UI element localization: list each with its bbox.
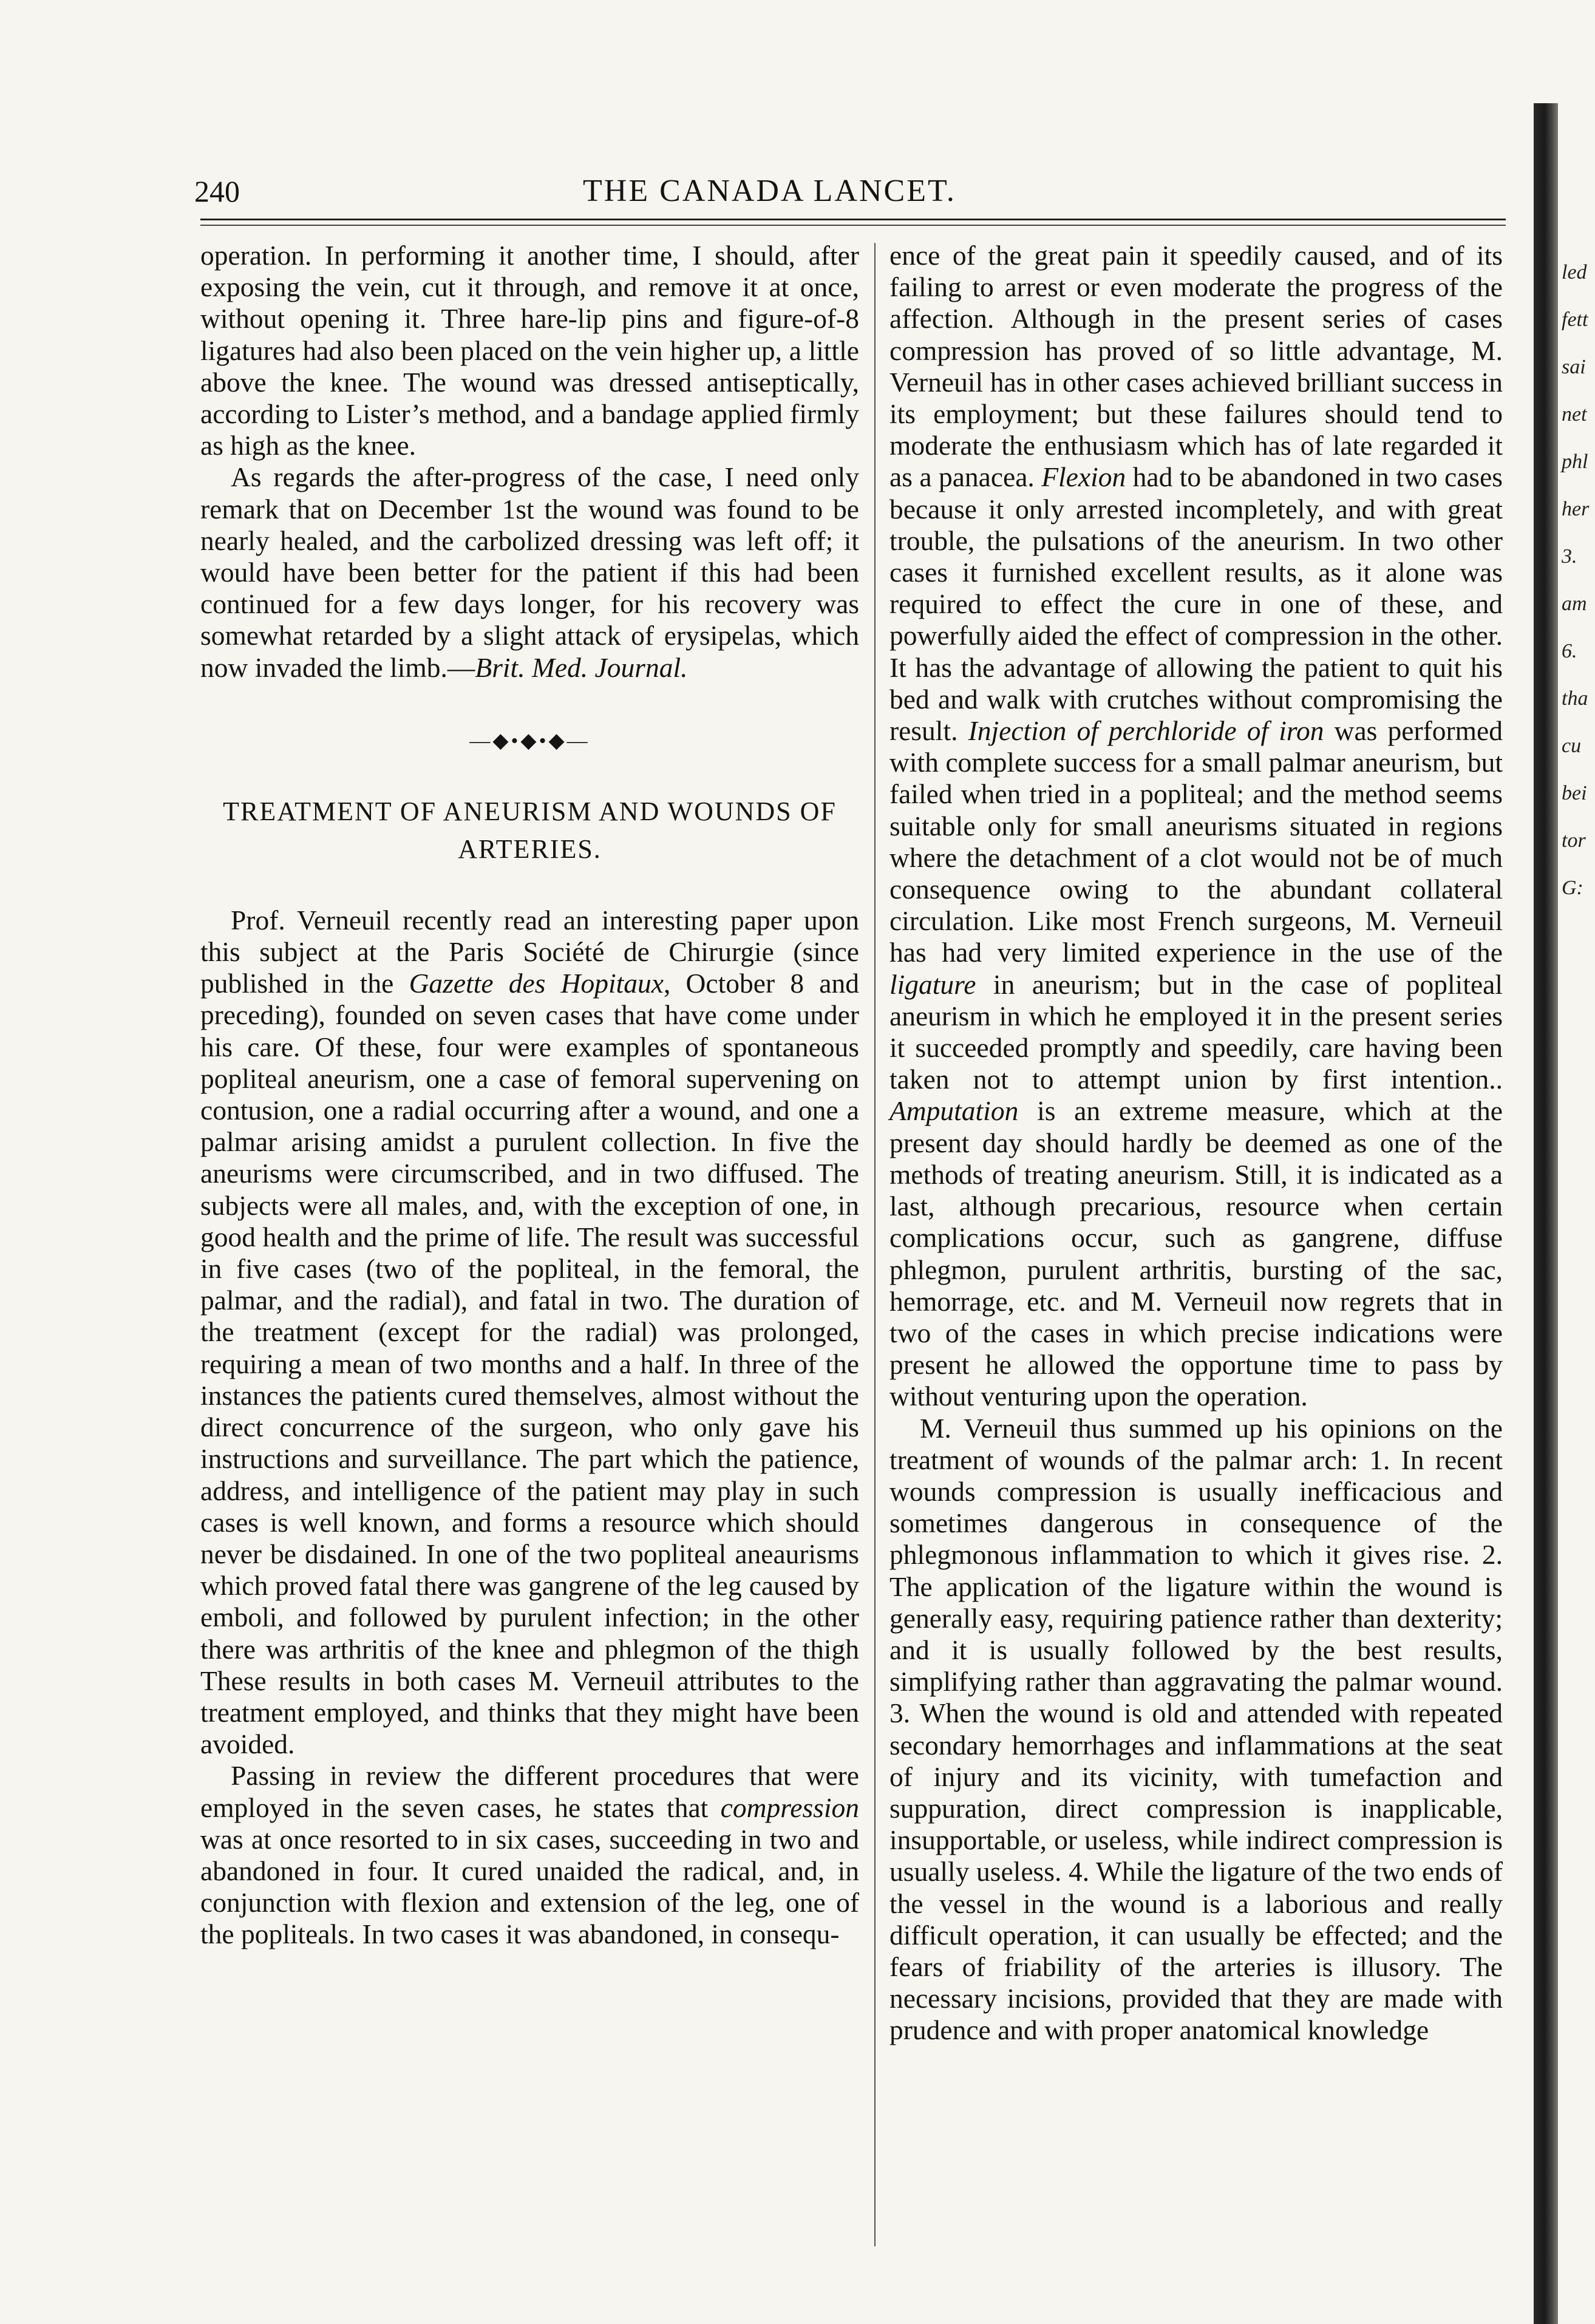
paragraph-text: As regards the after-progress of the case, I need only remark that on December 1st the wound was found to be nearly healed, and the carbolized dressing was left off; it would have been better for the patient if this had been continued for a few days longer, for his recovery was somewhat retarded by a slight attack of erysipelas, which now invaded the limb.— xyxy=(200,461,859,683)
fragment-text: fett xyxy=(1562,308,1588,331)
source-citation: Brit. Med. Journal. xyxy=(475,651,688,683)
paragraph xyxy=(200,905,859,1760)
paragraph: operation. In performing it another time, I should, after exposing the vein, cut it through, and remove it at once, without opening it. Three hare-lip pins and figure-of-8 ligatures had also been placed on the vein higher up, a little above the knee. The wound was dressed antiseptically, according to Lister’s method, and a bandage applied firmly as high as the knee. xyxy=(200,240,859,461)
page-header xyxy=(194,173,1512,216)
right-column xyxy=(889,240,1503,2047)
emphasis: Flexion xyxy=(1041,461,1126,493)
fragment-text: G: xyxy=(1562,877,1583,899)
section-title: TREATMENT OF ANEURISM AND WOUNDS OF ARTERIES. xyxy=(223,796,837,864)
paragraph-text: in aneurism; but in the case of popliteal aneurism in which he employed it in the present series it succeeded promptly and speedily, care having been taken not to attempt union by first intention.. xyxy=(889,968,1503,1095)
fragment-text: sai xyxy=(1562,356,1586,378)
fragment-text: led xyxy=(1562,261,1587,284)
paragraph xyxy=(200,1760,859,1950)
journal-title: Gazette des Hopitaux xyxy=(409,968,664,999)
fragment-text: 3. xyxy=(1562,545,1577,568)
page-number: 240 xyxy=(194,174,240,208)
paragraph-text: was performed with complete success for a small palmar aneurism, but failed when tried in a popliteal; and the method seems suitable only for small aneurisms situated in regions where the detachment of a clot would not be of much consequence owing to the abundant collateral circulation. Like most French surgeons, M. Verneuil has had very limited experience in the use of the xyxy=(889,715,1503,968)
emphasis: Amputation xyxy=(889,1095,1019,1127)
fragment-text: cu xyxy=(1562,735,1582,757)
emphasis: Injection of perchloride of iron xyxy=(968,715,1324,747)
fragment-text: tor xyxy=(1562,829,1586,852)
paragraph-text: was at once resorted to in six cases, succeeding in two and abandoned in four. It cured unaided the radical, and, in conjunction with flexion and extension of the leg, one of the popliteals. In two cases it was abandoned, in consequ- xyxy=(200,1823,859,1950)
column-divider xyxy=(874,243,876,2246)
fragment-text: tha xyxy=(1562,687,1588,710)
fragment-text: net xyxy=(1562,403,1587,426)
emphasis: compression xyxy=(720,1792,859,1823)
fragment-text: phl xyxy=(1562,450,1588,473)
paragraph-text: Passing in review the different procedures that were employed in the seven cases, he states that xyxy=(200,1760,859,1823)
paragraph: M. Verneuil thus summed up his opinions on the treatment of wounds of the palmar arch: 1. In recent wounds compression is usually inefficacious and sometimes dangerous in consequence of the phlegmonous inflammation to which it gives rise. 2. The application of the ligature within the wound is generally easy, requiring patience rather than dexterity; and it is usually followed by the best results, simplifying rather than aggravating the palmar wound. 3. When the wound is old and attended with repeated secondary hemorrhages and inflammations at the seat of injury and its vicinity, with tumefaction and suppuration, direct compression is inapplicable, insupportable, or useless, while indirect compression is usually useless. 4. While the ligature of the two ends of the vessel in the wound is a laborious and really difficult operation, it can usually be effected; and the fears of friability of the arteries is illusory. The necessary incisions, provided that they are made with prudence and with proper anatomical knowledge xyxy=(889,1412,1503,2046)
paragraph xyxy=(200,461,859,683)
fragment-text: 6. xyxy=(1562,640,1577,662)
fragment-text: am xyxy=(1562,593,1587,615)
left-column xyxy=(200,240,859,1951)
next-page-fragments xyxy=(1562,249,1595,912)
binding-edge xyxy=(1530,103,1595,2324)
paragraph-text: , October 8 and preceding), founded on seven cases that have come under his care. Of these, four were examples of spontaneous popliteal aneurism, one a case of femoral supervening on contusion, one a radial occurring after a wound, and one a palmar arising amidst a purulent collection. In five the aneurisms were circumscribed, and in two diffused. The subjects were all males, and, with the exception of one, in good health and the prime of life. The result was successful in five cases (two of the popliteal, in the femoral, the palmar, and the radial), and fatal in two. The duration of the treatment (except for the radial) was prolonged, requiring a mean of two months and a half. In three of the instances the patients cured themselves, almost without the direct concurrence of the surgeon, who only gave his instructions and surveillance. The part which the patience, address, and intelligence of the patient may play in such cases is well known, and forms a resource which should never be disdained. In one of the two popliteal aneaurisms which proved fatal there was gangrene of the leg caused by emboli, and followed by purulent infection; in the other there was arthritis of the knee and phlegmon of the thigh These results in both cases M. Verneuil attributes to the treatment employed, and thinks that they might have been avoided. xyxy=(200,968,859,1760)
running-head: THE CANADA LANCET. xyxy=(583,174,956,208)
paragraph-text: ence of the great pain it speedily caused, and of its failing to arrest or even moderate the progress of the affection. Although in the present series of cases compression has proved of so little advantage, M. Verneuil has in other cases achieved brilliant success in its employment; but these failures should tend to moderate the enthusiasm which has of late regarded it as a panacea. xyxy=(889,240,1503,493)
paragraph-text: had to be abandoned in two cases because it only arrested incompletely, and with great trouble, the pulsations of the aneurism. In two other cases it furnished excellent results, as it alone was required to effect the cure in one of these, and powerfully aided the effect of compression in the other. It has the advantage of allowing the patient to quit his bed and walk with crutches without compromising the result. xyxy=(889,461,1503,747)
paragraph-text: Prof. Verneuil recently read an interesting paper upon this subject at the Paris Société de Chirurgie (since published in the xyxy=(200,904,859,999)
paragraph-text: is an extreme measure, which at the present day should hardly be deemed as one of the methods of treating aneurism. Still, it is indicated as a last, although precarious, resource when certain complications occur, such as gangrene, diffuse phlegmon, purulent arthritis, bursting of the sac, hemorrage, etc. and M. Verneuil now regrets that in two of the cases in which precise indications were present he allowed the opportune time to pass by without venturing upon the operation. xyxy=(889,1095,1503,1412)
paragraph xyxy=(889,240,1503,1413)
fragment-text: bei xyxy=(1562,782,1587,804)
binding-shadow xyxy=(1534,103,1558,2324)
header-rule xyxy=(200,219,1506,220)
emphasis: ligature xyxy=(889,968,976,1000)
section-ornament: —◆•◆•◆— xyxy=(469,729,590,752)
header-rule-thin xyxy=(200,225,1506,226)
fragment-text: her xyxy=(1562,498,1590,520)
